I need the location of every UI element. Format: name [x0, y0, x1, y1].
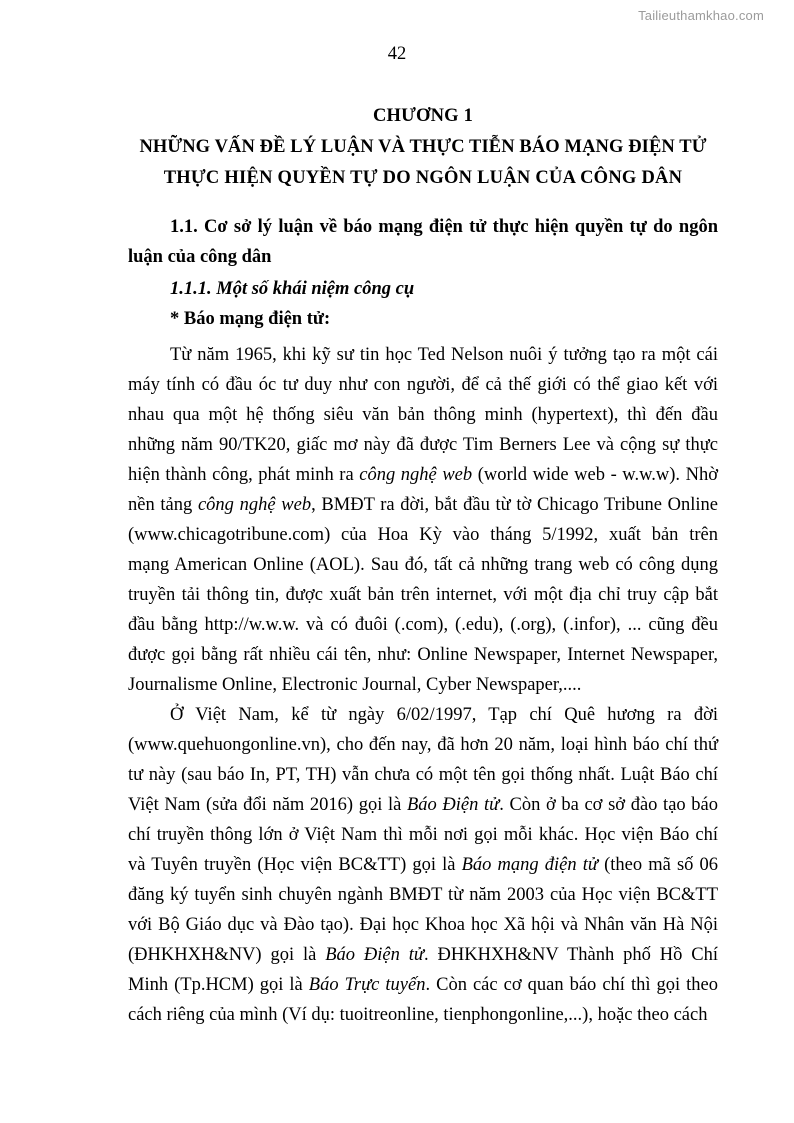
chapter-title-line-1: NHỮNG VẤN ĐỀ LÝ LUẬN VÀ THỰC TIỄN BÁO MẠNG ĐIỆN TỬ [139, 137, 707, 157]
paragraph-line: với Bộ Giáo dục và Đào tạo). Đại học Khoa học Xã hội và Nhân văn Hà Nội [128, 915, 718, 935]
section-heading-1-1-1: 1.1.1. Một số khái niệm công cụ [170, 279, 415, 299]
paragraph-2 [128, 700, 718, 1030]
paragraph-line: nền tảng công nghệ web, BMĐT ra đời, bắt đầu từ tờ Chicago Tribune Online [128, 495, 718, 515]
paragraph-line: Việt Nam (sửa đổi năm 2016) gọi là Báo Điện tử. Còn ở ba cơ sở đào tạo báo [128, 795, 718, 815]
section-heading-1-1: 1.1. Cơ sở lý luận về báo mạng điện tử thực hiện quyền tự do ngôn luận của công dân [128, 217, 718, 267]
paragraph-line: Ở Việt Nam, kể từ ngày 6/02/1997, Tạp chí Quê hương ra đời [170, 705, 718, 725]
paragraph-line: đăng ký tuyển sinh chuyên ngành BMĐT từ năm 2003 của Học viện BC&TT [128, 885, 718, 905]
paragraph-line: truyền tải thông tin, được xuất bản trên internet, với một địa chỉ truy cập bắt [128, 585, 718, 605]
paragraph-line: tư này (sau báo In, PT, TH) vẫn chưa có một tên gọi thống nhất. Luật Báo chí [128, 765, 718, 785]
chapter-title-line-2: THỰC HIỆN QUYỀN TỰ DO NGÔN LUẬN CỦA CÔNG DÂN [163, 168, 683, 188]
paragraph-line: và Tuyên truyền (Học viện BC&TT) gọi là Báo mạng điện tử (theo mã số 06 [128, 855, 719, 875]
paragraph-1 [128, 340, 718, 700]
paragraph-line: chí truyền thông lớn ở Việt Nam thì mỗi nơi gọi mỗi khác. Học viện Báo chí [128, 825, 718, 845]
paragraph-line: Minh (Tp.HCM) gọi là Báo Trực tuyến. Còn các cơ quan báo chí thì gọi theo [128, 975, 718, 995]
chapter-label: CHƯƠNG 1 [372, 106, 474, 126]
paragraph-line: Journalisme Online, Electronic Journal, Cyber Newspaper,.... [128, 675, 582, 695]
italic-term: công nghệ web [197, 495, 312, 515]
italic-term: Báo Điện tử [406, 795, 500, 815]
paragraph-line: máy tính có đầu óc tư duy như con người, để cả thế giới có thể giao kết với [128, 375, 718, 395]
paragraph-line: đầu bằng http://w.w.w. và có đuôi (.com), (.edu), (.org), (.infor), ... cũng đều [128, 615, 718, 635]
paragraph-line: mạng American Online (AOL). Sau đó, tất cả những trang web có công dụng [128, 555, 718, 575]
page-content [128, 100, 718, 1030]
chapter-title [128, 132, 718, 194]
paragraph-line: Từ năm 1965, khi kỹ sư tin học Ted Nelson nuôi ý tưởng tạo ra một cái [170, 345, 718, 365]
paragraph-line: được gọi bằng rất nhiều cái tên, như: Online Newspaper, Internet Newspaper, [128, 645, 718, 665]
paragraph-line: cách riêng của mình (Ví dụ: tuoitreonline, tienphongonline,...), hoặc theo cách [128, 1005, 708, 1025]
italic-term: công nghệ web [359, 465, 473, 485]
paragraph-line: nhau qua một hệ thống siêu văn bản thông minh (hypertext), thì đến đầu [128, 405, 718, 425]
italic-term: Báo Điện tử [325, 945, 424, 965]
watermark-text: Tailieuthamkhao.com [638, 8, 764, 23]
section-heading-bullet: * Báo mạng điện tử: [170, 309, 331, 329]
italic-term: Báo Trực tuyến [308, 975, 426, 995]
paragraph-line: hiện thành công, phát minh ra công nghệ web (world wide web - w.w.w). Nhờ [128, 465, 718, 485]
paragraph-line: (www.chicagotribune.com) của Hoa Kỳ vào tháng 5/1992, xuất bản trên [128, 525, 718, 545]
paragraph-line: (www.quehuongonline.vn), cho đến nay, đã hơn 20 năm, loại hình báo chí thứ [128, 735, 718, 755]
paragraph-line: (ĐHKHXH&NV) gọi là Báo Điện tử. ĐHKHXH&NV Thành phố Hồ Chí [128, 945, 718, 965]
italic-term: Báo mạng điện tử [461, 855, 598, 875]
paragraph-line: những năm 90/TK20, giấc mơ này đã được Tim Berners Lee và cộng sự thực [128, 435, 718, 455]
page-number: 42 [387, 44, 407, 64]
